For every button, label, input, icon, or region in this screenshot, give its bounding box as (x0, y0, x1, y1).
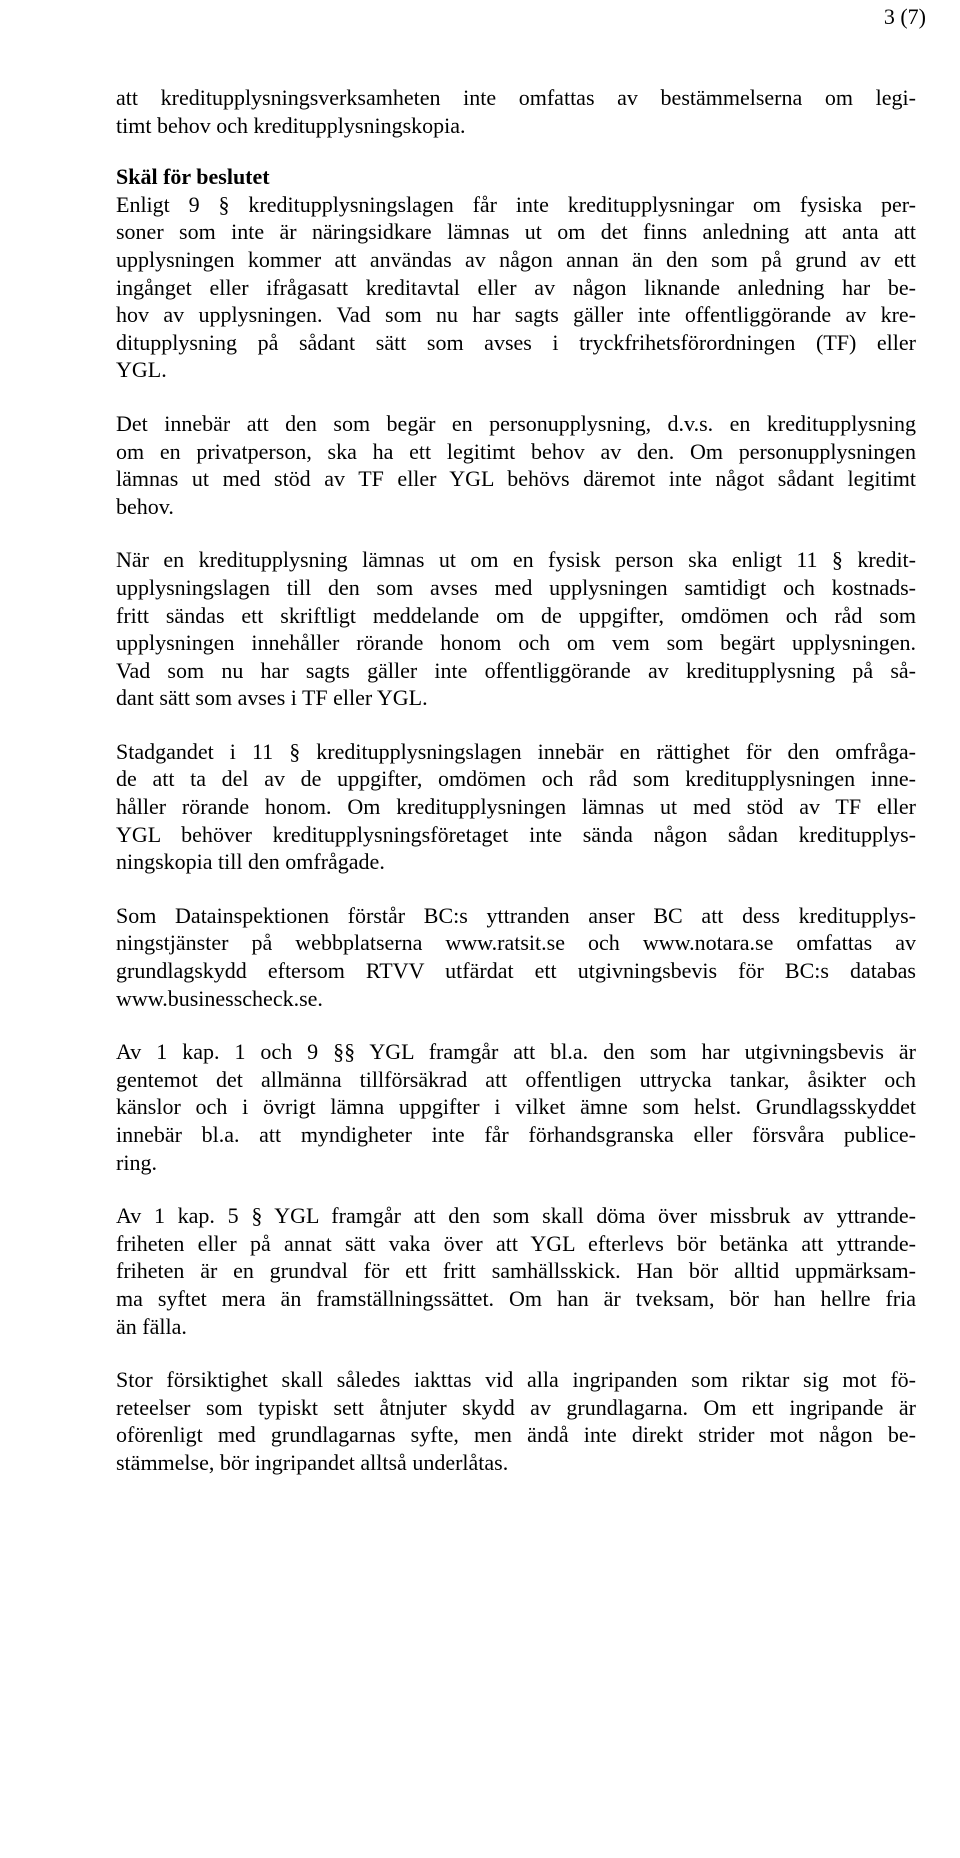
text-line: stämmelse, bör ingripandet alltså underlåtas. (116, 1449, 509, 1475)
text-line: YGL behöver kreditupplysningsföretaget inte sända någon sådan kreditupplys- (116, 821, 916, 847)
text-line: ningstjänster på webbplatserna www.ratsit.se och www.notara.se omfattas av (116, 930, 916, 956)
text-line: friheten är en grundval för ett fritt samhällsskick. Han bör alltid uppmärksam- (116, 1258, 916, 1284)
text-line: om en privatperson, ska ha ett legitimt behov av den. Om personupplysningen (116, 438, 916, 464)
text-line: Det innebär att den som begär en personupplysning, d.v.s. en kreditupplysning (116, 410, 916, 436)
text-line: timt behov och kreditupplysningskopia. (116, 112, 466, 138)
text-line: fritt sändas ett skriftligt meddelande om de uppgifter, omdömen och råd som (116, 602, 916, 628)
text-line: www.businesscheck.se. (116, 985, 323, 1011)
text-line: Som Datainspektionen förstår BC:s yttranden anser BC att dess kreditupplys- (116, 902, 916, 928)
text-line: de att ta del av de uppgifter, omdömen och råd som kreditupplysningen inne- (116, 766, 916, 792)
text-line: hov av upplysningen. Vad som nu har sagts gäller inte offentliggörande av kre- (116, 302, 916, 328)
text-line: reteelser som typiskt sett åtnjuter skydd av grundlagarna. Om ett ingripande är (116, 1394, 916, 1420)
text-line: Stadgandet i 11 § kreditupplysningslagen innebär en rättighet för den omfråga- (116, 738, 916, 764)
text-line: ningskopia till den omfrågade. (116, 849, 385, 875)
text-line: upplysningslagen till den som avses med upplysningen samtidigt och kostnads- (116, 574, 916, 600)
text-line: dant sätt som avses i TF eller YGL. (116, 685, 428, 711)
text-line: ring. (116, 1149, 157, 1175)
text-line: gentemot det allmänna tillförsäkrad att offentligen uttrycka tankar, åsikter och (116, 1066, 916, 1092)
page-number: 3 (7) (883, 4, 926, 29)
text-line: Av 1 kap. 5 § YGL framgår att den som skall döma över missbruk av yttrande- (116, 1203, 916, 1229)
text-line: YGL. (116, 357, 167, 383)
paragraph (116, 1202, 916, 1340)
text-line: att kreditupplysningsverksamheten inte omfattas av bestämmelserna om legi- (116, 85, 916, 110)
paragraph (116, 738, 916, 876)
text-line: upplysningen innehåller rörande honom och om vem som begärt upplysningen. (116, 630, 916, 656)
text-line: än fälla. (116, 1313, 187, 1339)
section-reasons (116, 163, 916, 384)
text-line: känslor och i övrigt lämna uppgifter i vilket ämne som helst. Grundlagsskyddet (116, 1094, 916, 1120)
text-line: soner som inte är näringsidkare lämnas ut om det finns anledning att anta att (116, 219, 916, 245)
text-line: ditupplysning på sådant sätt som avses i tryckfrihetsförordningen (TF) eller (116, 329, 916, 355)
text-line: Av 1 kap. 1 och 9 §§ YGL framgår att bl.a. den som har utgivningsbevis är (116, 1039, 916, 1065)
paragraph (116, 1366, 916, 1476)
paragraph (116, 1038, 916, 1176)
paragraph (116, 902, 916, 1012)
text-line: Stor försiktighet skall således iakttas vid alla ingripanden som riktar sig mot fö- (116, 1367, 916, 1393)
paragraph (116, 546, 916, 712)
text-line: lämnas ut med stöd av TF eller YGL behövs däremot inte något sådant legitimt (116, 466, 916, 492)
text-line: innebär bl.a. att myndigheter inte får förhandsgranska eller försvåra publice- (116, 1122, 916, 1147)
text-line: Vad som nu har sagts gäller inte offentliggörande av kreditupplysning på så- (116, 657, 916, 683)
text-line: oförenligt med grundlagarnas syfte, men ändå inte direkt strider mot någon be- (116, 1422, 916, 1448)
text-line: ma syftet mera än framställningssättet. Om han är tveksam, bör han hellre fria (116, 1285, 916, 1311)
text-line: Enligt 9 § kreditupplysningslagen får inte kreditupplysningar om fysiska per- (116, 191, 916, 217)
text-line: behov. (116, 493, 174, 519)
text-line: upplysningen kommer att användas av någon annan än den som på grund av ett (116, 246, 916, 272)
text-line: grundlagskydd eftersom RTVV utfärdat ett utgivningsbevis för BC:s databas (116, 958, 916, 984)
document-body (116, 84, 916, 1503)
paragraph-intro (116, 84, 916, 139)
text-line: friheten eller på annat sätt vaka över att YGL efterlevs bör betänka att yttrande- (116, 1230, 916, 1256)
paragraph (116, 410, 916, 520)
text-line: När en kreditupplysning lämnas ut om en fysisk person ska enligt 11 § kredit- (116, 547, 916, 573)
text-line: håller rörande honom. Om kreditupplysningen lämnas ut med stöd av TF eller (116, 794, 916, 820)
section-heading: Skäl för beslutet (116, 164, 270, 190)
text-line: ingånget eller ifrågasatt kreditavtal eller av någon liknande anledning har be- (116, 274, 916, 300)
